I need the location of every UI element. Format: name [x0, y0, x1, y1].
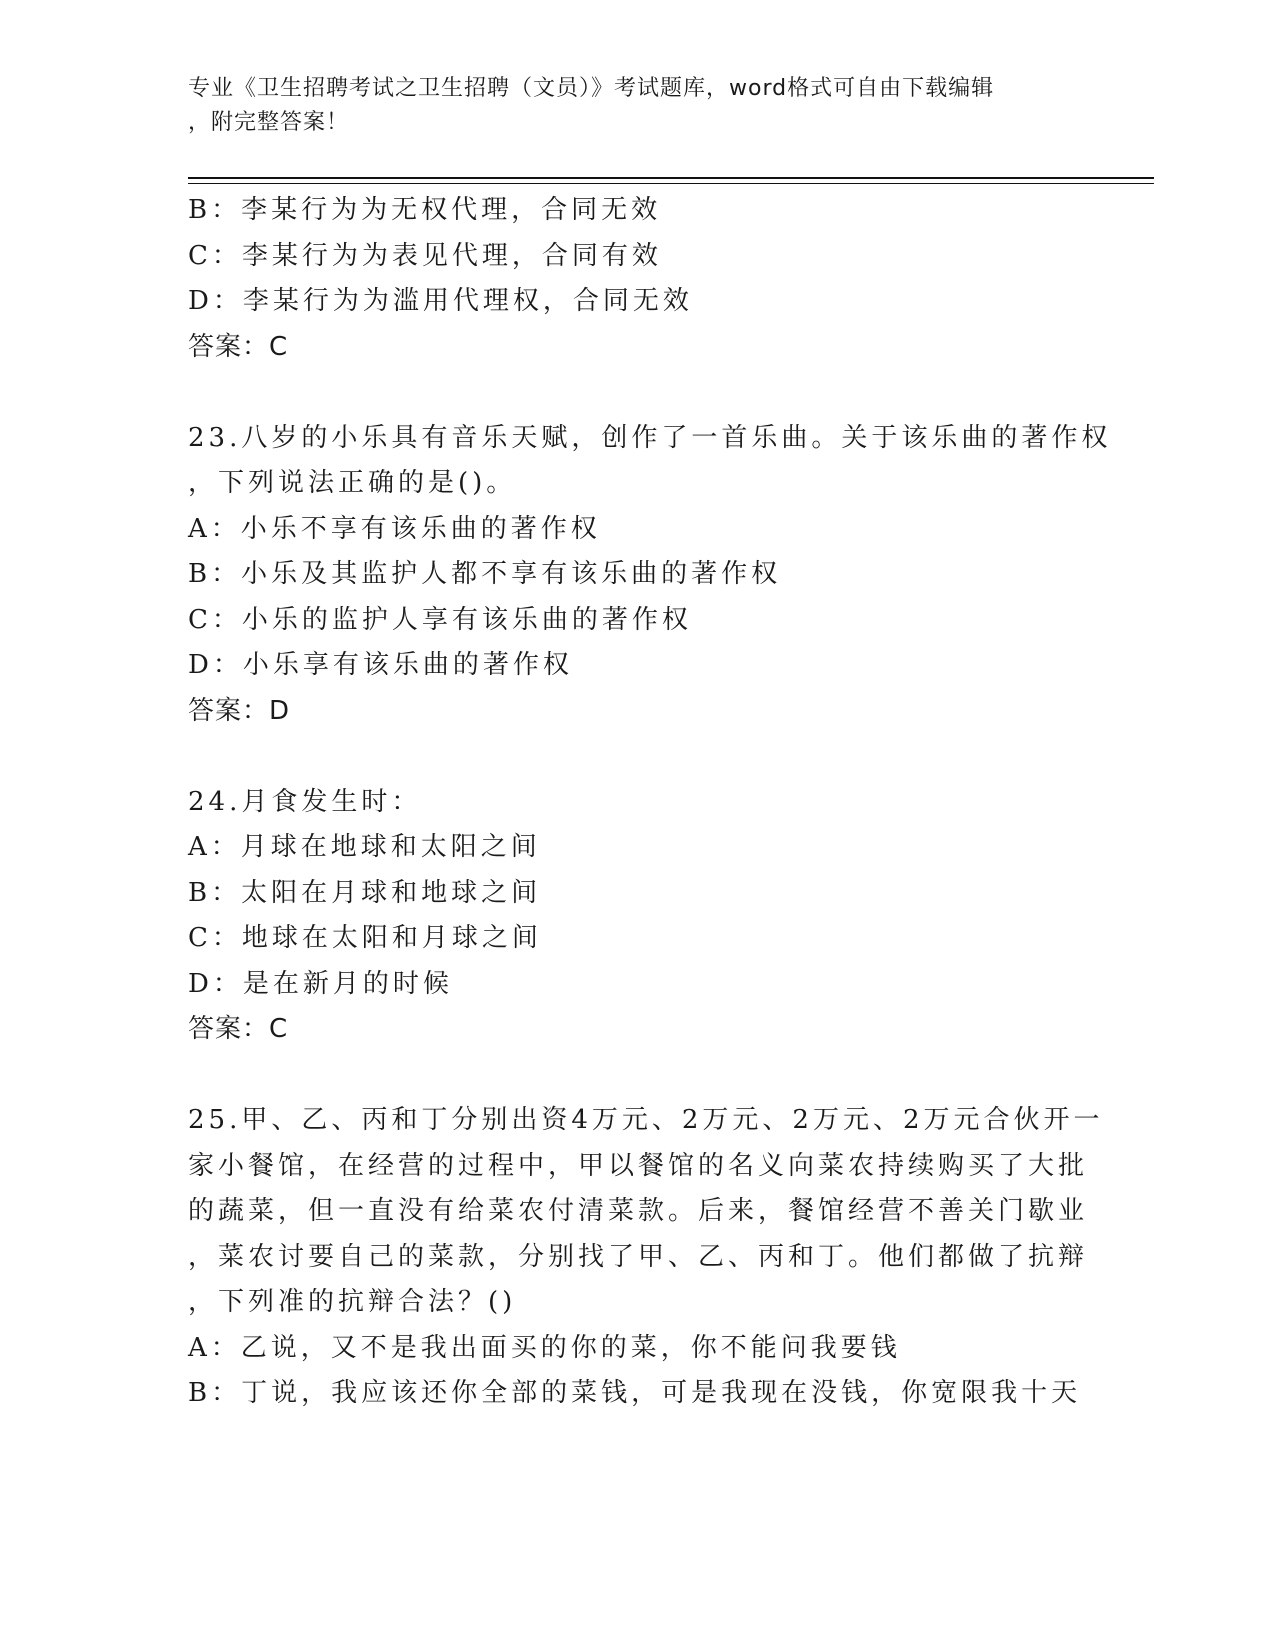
header-line-1: 专业《卫生招聘考试之卫生招聘（文员）》考试题库，word格式可自由下载编辑	[188, 76, 995, 101]
header-line-2: ，附完整答案！	[188, 110, 350, 135]
question-stem-line: ，菜农讨要自己的菜款，分别找了甲、乙、丙和丁。他们都做了抗辩	[188, 1241, 1089, 1272]
option-a: A：乙说，又不是我出面买的你的菜，你不能问我要钱	[188, 1332, 901, 1363]
question-stem-line: 23.八岁的小乐具有音乐天赋，创作了一首乐曲。关于该乐曲的著作权	[188, 422, 1112, 453]
option-a: A：月球在地球和太阳之间	[188, 832, 541, 862]
header-rule-thin	[188, 183, 1154, 184]
answer: 答案：C	[188, 1014, 289, 1044]
question-stem-line: 24.月食发生时：	[188, 786, 422, 817]
header-rule-thick	[188, 177, 1154, 179]
question-stem-line: 家小餐馆，在经营的过程中，甲以餐馆的名义向菜农持续购买了大批	[188, 1150, 1089, 1181]
spacer	[188, 1053, 1088, 1099]
spacer	[188, 734, 1088, 780]
option-c: C：地球在太阳和月球之间	[188, 923, 542, 953]
option-b: B：李某行为为无权代理，合同无效	[188, 195, 662, 225]
question-stem-line: ，下列说法正确的是()。	[188, 468, 517, 498]
option-d: D：李某行为为滥用代理权，合同无效	[188, 286, 693, 316]
question-stem-line: 25.甲、乙、丙和丁分别出资4万元、2万元、2万元、2万元合伙开一	[188, 1105, 1104, 1135]
answer: 答案：C	[188, 331, 289, 362]
question-22-continued	[188, 188, 1088, 370]
option-b: B：太阳在月球和地球之间	[188, 877, 542, 908]
option-a: A：小乐不享有该乐曲的著作权	[188, 513, 601, 544]
question-stem-line: ，下列准的抗辩合法？()	[188, 1287, 517, 1317]
answer: 答案：D	[188, 695, 291, 726]
option-c: C：小乐的监护人享有该乐曲的著作权	[188, 604, 692, 635]
question-23	[188, 416, 1112, 735]
document-header	[188, 72, 1068, 140]
question-stem-line: 的蔬菜，但一直没有给菜农付清菜款。后来，餐馆经营不善关门歇业	[188, 1196, 1089, 1226]
question-24	[188, 780, 1088, 1053]
question-list	[188, 188, 1112, 1417]
option-d: D：是在新月的时候	[188, 968, 453, 999]
question-25	[188, 1098, 1104, 1417]
option-d: D：小乐享有该乐曲的著作权	[188, 650, 573, 680]
spacer	[188, 370, 1088, 416]
option-b: B：丁说，我应该还你全部的菜钱，可是我现在没钱，你宽限我十天	[188, 1378, 1082, 1408]
option-b: B：小乐及其监护人都不享有该乐曲的著作权	[188, 559, 782, 589]
option-c: C：李某行为为表见代理，合同有效	[188, 240, 662, 271]
